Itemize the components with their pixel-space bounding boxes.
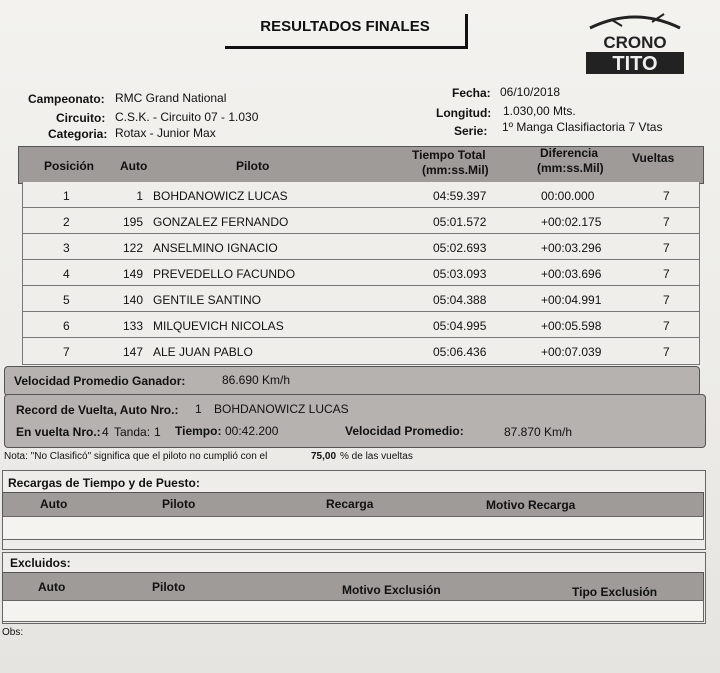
row-diferencia: +00:05.598 bbox=[541, 319, 602, 333]
excluidos-col-auto: Auto bbox=[38, 580, 66, 594]
record-label: Record de Vuelta, Auto Nro.: bbox=[16, 403, 179, 417]
row-position: 6 bbox=[63, 319, 70, 333]
row-vueltas: 7 bbox=[663, 189, 670, 203]
row-diferencia: +00:03.296 bbox=[541, 241, 602, 255]
row-vueltas: 7 bbox=[663, 241, 670, 255]
table-row bbox=[22, 260, 700, 286]
serie-label: Serie: bbox=[454, 124, 488, 138]
table-row bbox=[22, 338, 700, 365]
row-position: 4 bbox=[63, 267, 70, 281]
record-piloto: BOHDANOWICZ LUCAS bbox=[214, 402, 349, 416]
row-piloto: ANSELMINO IGNACIO bbox=[153, 241, 278, 255]
row-tiempo: 05:04.995 bbox=[433, 319, 487, 333]
table-row bbox=[22, 234, 700, 260]
logo-text-top: CRONO bbox=[603, 33, 667, 52]
row-tiempo: 05:02.693 bbox=[433, 241, 487, 255]
row-tiempo: 04:59.397 bbox=[433, 189, 487, 203]
row-tiempo: 05:04.388 bbox=[433, 293, 487, 307]
record-auto: 1 bbox=[195, 402, 202, 416]
row-auto: 149 bbox=[122, 267, 143, 281]
logo-text-bottom: TITO bbox=[612, 53, 658, 75]
row-piloto: GONZALEZ FERNANDO bbox=[153, 215, 289, 229]
table-row bbox=[22, 286, 700, 312]
row-auto: 133 bbox=[122, 319, 143, 333]
row-piloto: MILQUEVICH NICOLAS bbox=[153, 319, 284, 333]
col-piloto: Piloto bbox=[236, 159, 270, 173]
row-vueltas: 7 bbox=[663, 293, 670, 307]
excluidos-col-motivo: Motivo Exclusión bbox=[342, 583, 441, 597]
vel-prom-label: Velocidad Promedio: bbox=[345, 424, 464, 438]
note-text: Nota: "No Clasificó" significa que el piloto no cumplió con el bbox=[4, 451, 268, 462]
row-diferencia: +00:02.175 bbox=[541, 215, 602, 229]
page-title: RESULTADOS FINALES bbox=[260, 18, 430, 35]
fecha-label: Fecha: bbox=[452, 86, 491, 100]
recargas-col-motivo: Motivo Recarga bbox=[486, 498, 576, 512]
table-row bbox=[22, 312, 700, 338]
excluidos-col-tipo: Tipo Exclusión bbox=[572, 585, 658, 599]
winner-speed-value: 86.690 Km/h bbox=[222, 373, 291, 387]
longitud-label: Longitud: bbox=[436, 106, 492, 120]
serie-value: 1º Manga Clasifiactoria 7 Vtas bbox=[502, 120, 663, 134]
row-vueltas: 7 bbox=[663, 345, 670, 359]
row-piloto: PREVEDELLO FACUNDO bbox=[153, 267, 296, 281]
note-percent: 75,00 bbox=[311, 451, 337, 462]
vuelta-label: En vuelta Nro.: bbox=[16, 425, 101, 439]
recargas-col-piloto: Piloto bbox=[162, 497, 196, 511]
row-auto: 1 bbox=[136, 189, 143, 203]
vuelta-value: 4 bbox=[102, 425, 109, 439]
row-diferencia: +00:03.696 bbox=[541, 267, 602, 281]
row-auto: 140 bbox=[122, 293, 143, 307]
row-auto: 122 bbox=[122, 241, 143, 255]
excluidos-title: Excluidos: bbox=[10, 556, 71, 570]
recargas-empty-row bbox=[2, 516, 704, 540]
row-position: 5 bbox=[63, 293, 70, 307]
obs-label: Obs: bbox=[2, 627, 24, 638]
row-diferencia: 00:00.000 bbox=[541, 189, 595, 203]
col-diferencia-unit: (mm:ss.Mil) bbox=[537, 161, 604, 175]
fecha-value: 06/10/2018 bbox=[500, 85, 561, 99]
row-tiempo: 05:01.572 bbox=[433, 215, 487, 229]
row-piloto: BOHDANOWICZ LUCAS bbox=[153, 189, 288, 203]
tanda-value: 1 bbox=[154, 425, 161, 439]
tanda-label: Tanda: bbox=[114, 425, 151, 439]
row-position: 1 bbox=[63, 189, 70, 203]
recargas-title: Recargas de Tiempo y de Puesto: bbox=[8, 476, 200, 490]
row-piloto: ALE JUAN PABLO bbox=[153, 345, 253, 359]
row-auto: 147 bbox=[122, 345, 143, 359]
row-position: 2 bbox=[63, 215, 70, 229]
campeonato-label: Campeonato: bbox=[28, 92, 105, 106]
tiempo-value: 00:42.200 bbox=[225, 424, 279, 438]
table-row bbox=[22, 182, 700, 208]
row-vueltas: 7 bbox=[663, 267, 670, 281]
col-auto: Auto bbox=[120, 159, 148, 173]
recargas-col-auto: Auto bbox=[40, 497, 68, 511]
col-diferencia: Diferencia bbox=[540, 146, 599, 160]
tiempo-label: Tiempo: bbox=[175, 424, 222, 438]
row-diferencia: +00:04.991 bbox=[541, 293, 602, 307]
circuito-label: Circuito: bbox=[56, 111, 106, 125]
row-piloto: GENTILE SANTINO bbox=[153, 293, 262, 307]
circuito-value: C.S.K. - Circuito 07 - 1.030 bbox=[115, 110, 259, 124]
col-tiempo-unit: (mm:ss.Mil) bbox=[422, 163, 489, 177]
campeonato-value: RMC Grand National bbox=[115, 91, 227, 105]
col-posicion: Posición bbox=[44, 159, 95, 173]
vel-prom-value: 87.870 Km/h bbox=[504, 425, 573, 439]
excluidos-col-piloto: Piloto bbox=[152, 580, 186, 594]
row-position: 7 bbox=[63, 345, 70, 359]
col-tiempo-total: Tiempo Total bbox=[412, 148, 486, 162]
crono-tito-logo bbox=[582, 10, 688, 76]
row-diferencia: +00:07.039 bbox=[541, 345, 602, 359]
winner-speed-label: Velocidad Promedio Ganador: bbox=[14, 374, 186, 388]
row-vueltas: 7 bbox=[663, 319, 670, 333]
col-vueltas: Vueltas bbox=[632, 151, 675, 165]
row-auto: 195 bbox=[122, 215, 143, 229]
note-suffix: % de las vueltas bbox=[340, 451, 413, 462]
row-vueltas: 7 bbox=[663, 215, 670, 229]
row-position: 3 bbox=[63, 241, 70, 255]
table-row bbox=[22, 208, 700, 234]
categoria-value: Rotax - Junior Max bbox=[115, 126, 216, 140]
row-tiempo: 05:06.436 bbox=[433, 345, 487, 359]
longitud-value: 1.030,00 Mts. bbox=[503, 104, 576, 118]
excluidos-empty-row bbox=[2, 600, 704, 622]
recargas-col-recarga: Recarga bbox=[326, 497, 374, 511]
categoria-label: Categoria: bbox=[48, 127, 108, 141]
row-tiempo: 05:03.093 bbox=[433, 267, 487, 281]
